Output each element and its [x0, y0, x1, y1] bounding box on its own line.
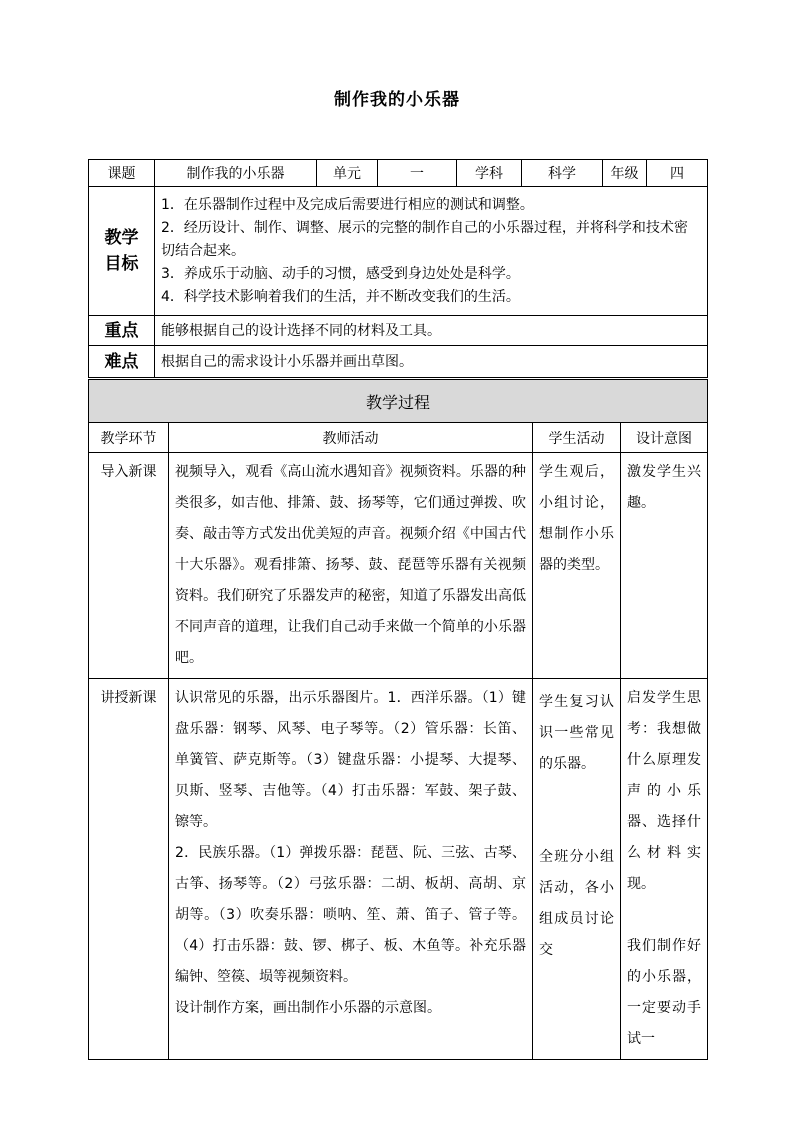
unit-label: 单元: [317, 160, 378, 187]
grade-label: 年级: [603, 160, 647, 187]
student-new-text-2: 全班分小组活动，各小组成员讨论交: [539, 849, 614, 958]
goal-item-2: 2．经历设计、制作、调整、展示的完整的制作自己的小乐器过程，并将科学和技术密切结合起来。: [161, 219, 688, 259]
teacher-new: [169, 679, 533, 1060]
goals-cell: [155, 187, 708, 316]
unit-value: 一: [378, 160, 457, 187]
student-intro: 学生观后，小组讨论，想制作小乐器的类型。: [533, 453, 621, 679]
header-student: 学生活动: [533, 423, 621, 453]
design-intro: 激发学生兴趣。: [621, 453, 708, 679]
info-row: [89, 160, 708, 187]
difficulty-text: 根据自己的需求设计小乐器并画出草图。: [155, 346, 708, 378]
document-title: 制作我的小乐器: [334, 90, 460, 110]
header-stage: 教学环节: [89, 423, 169, 453]
stage-new: 讲授新课: [89, 679, 169, 1060]
teacher-new-para-3: 设计制作方案，画出制作小乐器的示意图。: [175, 1000, 441, 1016]
lesson-info-table: [88, 159, 708, 378]
goals-row: [89, 187, 708, 316]
process-row-new: [89, 679, 708, 1060]
design-new: [621, 679, 708, 1060]
difficulty-label: 难点: [89, 346, 155, 378]
process-row-intro: [89, 453, 708, 679]
student-new-text-1: 学生复习认识一些常见的乐器。: [539, 694, 614, 772]
student-new: [533, 679, 621, 1060]
subject-value: 科学: [522, 160, 603, 187]
key-point-row: [89, 316, 708, 346]
goal-item-3: 3．养成乐于动脑、动手的习惯，感受到身边处处是科学。: [161, 265, 520, 282]
key-point-text: 能够根据自己的设计选择不同的材料及工具。: [155, 316, 708, 346]
goal-item-1: 1．在乐器制作过程中及完成后需要进行相应的测试和调整。: [161, 196, 534, 213]
topic-label: 课题: [89, 160, 155, 187]
process-header-row: [89, 423, 708, 453]
grade-value: 四: [647, 160, 708, 187]
key-point-label: 重点: [89, 316, 155, 346]
header-design: 设计意图: [621, 423, 708, 453]
design-new-text-2: 我们制作好的小乐器，一定要动手试一: [627, 938, 702, 1047]
teacher-new-para-1: 认识常见的乐器，出示乐器图片。1．西洋乐器。（1）键盘乐器：钢琴、风琴、电子琴等。（2）管乐器：长笛、单簧管、萨克斯等。（3）键盘乐器：小提琴、大提琴、贝斯、竖琴、吉他等。（4）打击乐器：军鼓、架子鼓、镲等。: [175, 690, 526, 830]
topic-value: 制作我的小乐器: [155, 160, 317, 187]
subject-label: 学科: [457, 160, 522, 187]
header-teacher: 教师活动: [169, 423, 533, 453]
goals-label: 教学目标: [89, 187, 155, 316]
process-banner-row: [89, 380, 708, 423]
design-new-text-1: 启发学生思考：我想做什么原理发声的小乐器、选择什么材料实现。: [627, 690, 702, 892]
goal-item-4: 4．科学技术影响着我们的生活，并不断改变我们的生活。: [161, 288, 520, 305]
difficulty-row: [89, 346, 708, 378]
process-banner: 教学过程: [89, 380, 708, 423]
teacher-intro: 视频导入，观看《高山流水遇知音》视频资料。乐器的种类很多，如吉他、排箫、鼓、扬琴等，它们通过弹拨、吹奏、敲击等方式发出优美短的声音。视频介绍《中国古代十大乐器》。观看排箫、扬琴、鼓、琵琶等乐器有关视频资料。我们研究了乐器发声的秘密，知道了乐器发出高低不同声音的道理，让我们自己动手来做一个简单的小乐器吧。: [169, 453, 533, 679]
stage-intro: 导入新课: [89, 453, 169, 679]
teaching-process-table: [88, 379, 708, 1060]
teacher-new-para-2: 2．民族乐器。（1）弹拨乐器：琵琶、阮、三弦、古琴、古筝、扬琴等。（2）弓弦乐器：二胡、板胡、高胡、京胡等。（3）吹奏乐器：唢呐、笙、萧、笛子、管子等。（4）打击乐器：鼓、锣、梆子、板、木鱼等。补充乐器编钟、箜篌、埙等视频资料。: [175, 845, 526, 985]
